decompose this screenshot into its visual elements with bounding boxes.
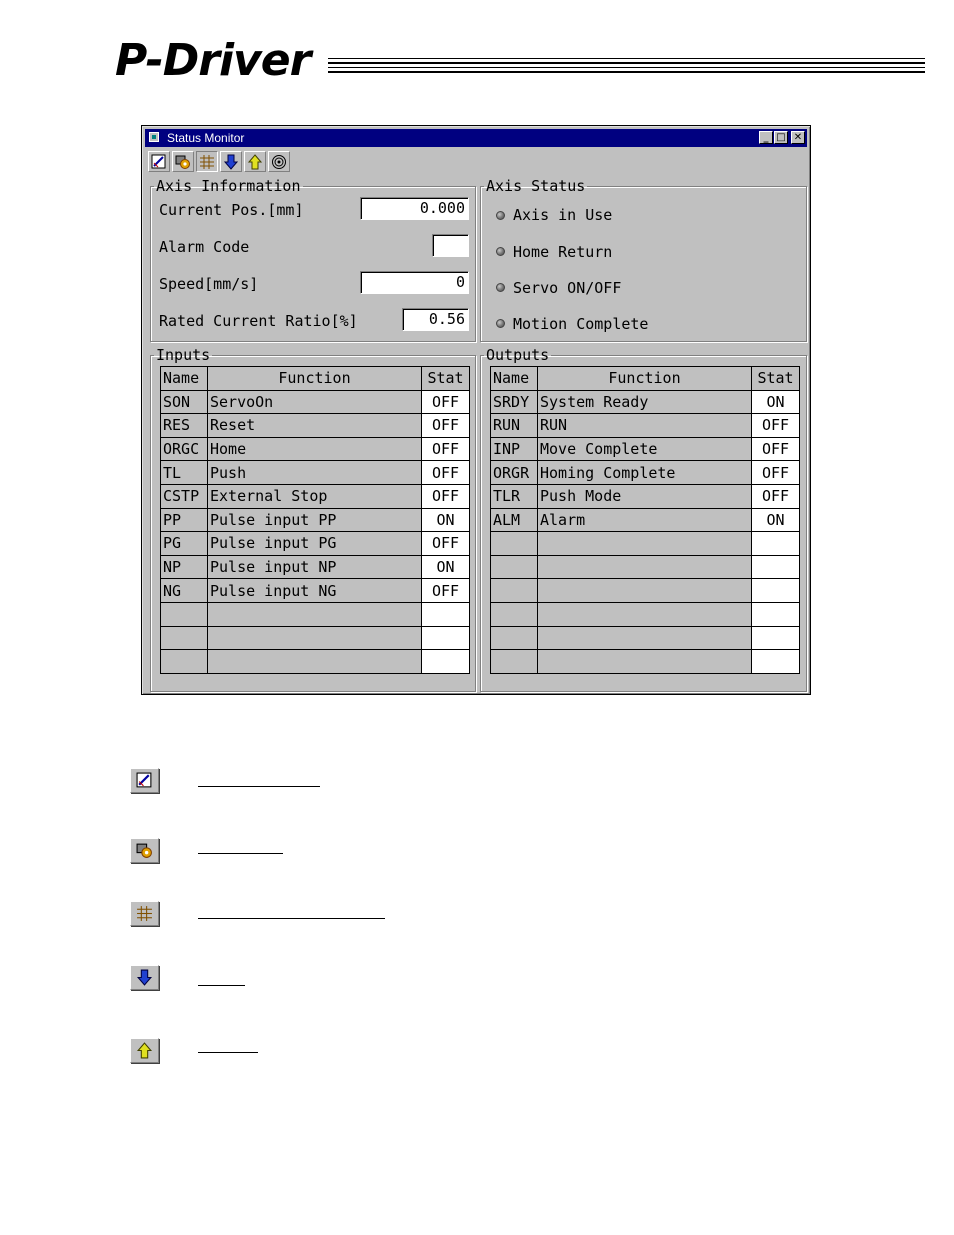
gear-icon [175, 154, 191, 170]
axis-in-use-label: Axis in Use [513, 206, 613, 224]
outputs-function-cell [538, 602, 752, 626]
inputs-stat-cell: OFF [422, 579, 470, 603]
legend-upload-description-line [198, 1052, 258, 1053]
inputs-name-cell: CSTP [161, 484, 208, 508]
outputs-function-cell [538, 579, 752, 603]
parameter-tool-button[interactable] [172, 151, 194, 172]
table-row [491, 532, 800, 556]
rated-current-field: 0.56 [402, 308, 469, 331]
table-row [491, 414, 800, 438]
table-row [161, 650, 470, 674]
outputs-stat-cell: ON [752, 390, 800, 414]
outputs-function-cell [538, 650, 752, 674]
outputs-legend: Outputs [486, 346, 550, 364]
table-row [491, 508, 800, 532]
axis-in-use-indicator [496, 211, 505, 220]
table-row [161, 555, 470, 579]
outputs-stat-cell: ON [752, 508, 800, 532]
outputs-stat-cell [752, 532, 800, 556]
inputs-table [160, 366, 470, 674]
inputs-name-cell: SON [161, 390, 208, 414]
outputs-stat-cell [752, 626, 800, 650]
outputs-stat-cell [752, 650, 800, 674]
download-tool-button[interactable] [220, 151, 242, 172]
inputs-stat-cell [422, 650, 470, 674]
outputs-function-header: Function [538, 367, 752, 391]
inputs-function-cell [208, 602, 422, 626]
inputs-function-cell: Pulse input PG [208, 532, 422, 556]
outputs-name-cell [491, 532, 538, 556]
table-row [491, 461, 800, 485]
down-arrow-icon [136, 969, 153, 986]
outputs-name-cell [491, 602, 538, 626]
inputs-function-cell [208, 626, 422, 650]
table-row [491, 602, 800, 626]
legend-status-monitor-button [130, 901, 159, 926]
p-driver-logo [115, 35, 815, 88]
grid-icon [199, 154, 215, 170]
up-arrow-icon [247, 154, 263, 170]
table-row [491, 650, 800, 674]
table-row [161, 626, 470, 650]
inputs-name-cell: RES [161, 414, 208, 438]
current-pos-label: Current Pos.[mm] [159, 201, 304, 219]
inputs-function-header: Function [208, 367, 422, 391]
inputs-name-cell: ORGC [161, 437, 208, 461]
home-return-label: Home Return [513, 243, 613, 261]
table-row [161, 461, 470, 485]
axis-information-legend: Axis Information [156, 177, 301, 195]
servo-on-off-indicator [496, 283, 505, 292]
outputs-stat-cell [752, 579, 800, 603]
outputs-name-header: Name [491, 367, 538, 391]
legend-parameter-button [130, 838, 159, 863]
outputs-name-cell [491, 579, 538, 603]
upload-tool-button[interactable] [244, 151, 266, 172]
alarm-code-label: Alarm Code [159, 238, 250, 256]
table-row [161, 532, 470, 556]
outputs-stat-header: Stat [752, 367, 800, 391]
outputs-table [490, 366, 800, 674]
target-icon [271, 154, 287, 170]
inputs-name-cell: TL [161, 461, 208, 485]
inputs-function-cell: External Stop [208, 484, 422, 508]
inputs-stat-cell: OFF [422, 437, 470, 461]
outputs-name-cell [491, 650, 538, 674]
edit-tool-button[interactable] [148, 151, 170, 172]
legend-edit-description-line [198, 786, 320, 787]
inputs-name-header: Name [161, 367, 208, 391]
logo-rule-lines [328, 58, 925, 76]
inputs-function-cell: Pulse input NG [208, 579, 422, 603]
target-tool-button[interactable] [268, 151, 290, 172]
title-bar[interactable] [145, 129, 807, 147]
table-row [161, 484, 470, 508]
minimize-button[interactable]: _ [759, 131, 773, 144]
outputs-stat-cell [752, 555, 800, 579]
inputs-stat-cell: OFF [422, 532, 470, 556]
up-arrow-icon [136, 1042, 153, 1059]
table-row [161, 437, 470, 461]
inputs-function-cell: Push [208, 461, 422, 485]
inputs-function-cell: ServoOn [208, 390, 422, 414]
inputs-function-cell: Pulse input NP [208, 555, 422, 579]
gear-icon [136, 842, 153, 859]
outputs-function-cell: Move Complete [538, 437, 752, 461]
rated-current-label: Rated Current Ratio[%] [159, 312, 358, 330]
window-app-icon [149, 132, 159, 142]
outputs-function-cell: System Ready [538, 390, 752, 414]
inputs-stat-cell: ON [422, 508, 470, 532]
outputs-name-cell: ORGR [491, 461, 538, 485]
inputs-legend: Inputs [156, 346, 211, 364]
outputs-function-cell: Alarm [538, 508, 752, 532]
outputs-name-cell: SRDY [491, 390, 538, 414]
outputs-function-cell [538, 626, 752, 650]
down-arrow-icon [223, 154, 239, 170]
table-row [491, 555, 800, 579]
inputs-stat-cell: OFF [422, 461, 470, 485]
inputs-stat-cell [422, 626, 470, 650]
outputs-name-cell [491, 555, 538, 579]
status-monitor-window [141, 125, 811, 695]
table-row [491, 626, 800, 650]
outputs-stat-cell: OFF [752, 461, 800, 485]
table-row [491, 390, 800, 414]
outputs-stat-cell [752, 602, 800, 626]
outputs-name-cell: RUN [491, 414, 538, 438]
legend-edit-button [130, 768, 159, 793]
status-monitor-tool-button[interactable] [196, 151, 218, 172]
inputs-name-cell: PP [161, 508, 208, 532]
table-row [161, 508, 470, 532]
table-row [161, 390, 470, 414]
maximize-button[interactable]: □ [774, 131, 788, 144]
inputs-header-row [161, 367, 470, 391]
logo-text: P-Driver [115, 35, 311, 86]
outputs-function-cell: Homing Complete [538, 461, 752, 485]
servo-on-off-label: Servo ON/OFF [513, 279, 622, 297]
outputs-function-cell: Push Mode [538, 484, 752, 508]
table-row [491, 484, 800, 508]
table-row [161, 414, 470, 438]
inputs-stat-cell: ON [422, 555, 470, 579]
inputs-stat-cell: OFF [422, 390, 470, 414]
alarm-code-field [432, 234, 469, 257]
speed-field: 0 [360, 271, 469, 294]
current-pos-field: 0.000 [360, 197, 469, 220]
outputs-function-cell [538, 555, 752, 579]
inputs-function-cell: Home [208, 437, 422, 461]
outputs-name-cell: INP [491, 437, 538, 461]
table-row [491, 437, 800, 461]
inputs-stat-cell: OFF [422, 484, 470, 508]
inputs-stat-cell: OFF [422, 414, 470, 438]
inputs-function-cell: Pulse input PP [208, 508, 422, 532]
outputs-function-cell: RUN [538, 414, 752, 438]
table-row [161, 579, 470, 603]
outputs-name-cell: TLR [491, 484, 538, 508]
legend-upload-button [130, 1038, 159, 1063]
motion-complete-label: Motion Complete [513, 315, 649, 333]
edit-icon [136, 772, 153, 789]
inputs-name-cell: NP [161, 555, 208, 579]
table-row [161, 602, 470, 626]
inputs-name-cell: NG [161, 579, 208, 603]
inputs-name-cell [161, 626, 208, 650]
speed-label: Speed[mm/s] [159, 275, 259, 293]
inputs-function-cell: Reset [208, 414, 422, 438]
inputs-name-cell: PG [161, 532, 208, 556]
outputs-header-row [491, 367, 800, 391]
outputs-stat-cell: OFF [752, 437, 800, 461]
legend-status-monitor-description-line [198, 918, 385, 919]
home-return-indicator [496, 247, 505, 256]
close-button[interactable]: ✕ [791, 131, 805, 144]
inputs-name-cell [161, 602, 208, 626]
inputs-name-cell [161, 650, 208, 674]
outputs-stat-cell: OFF [752, 414, 800, 438]
outputs-name-cell: ALM [491, 508, 538, 532]
legend-parameter-description-line [198, 853, 283, 854]
axis-status-legend: Axis Status [486, 177, 586, 195]
motion-complete-indicator [496, 319, 505, 328]
outputs-function-cell [538, 532, 752, 556]
inputs-stat-header: Stat [422, 367, 470, 391]
outputs-stat-cell: OFF [752, 484, 800, 508]
legend-download-description-line [198, 985, 245, 986]
table-row [491, 579, 800, 603]
edit-icon [151, 154, 167, 170]
legend-download-button [130, 965, 159, 990]
outputs-name-cell [491, 626, 538, 650]
inputs-stat-cell [422, 602, 470, 626]
inputs-function-cell [208, 650, 422, 674]
window-title: Status Monitor [167, 131, 245, 145]
grid-icon [136, 905, 153, 922]
